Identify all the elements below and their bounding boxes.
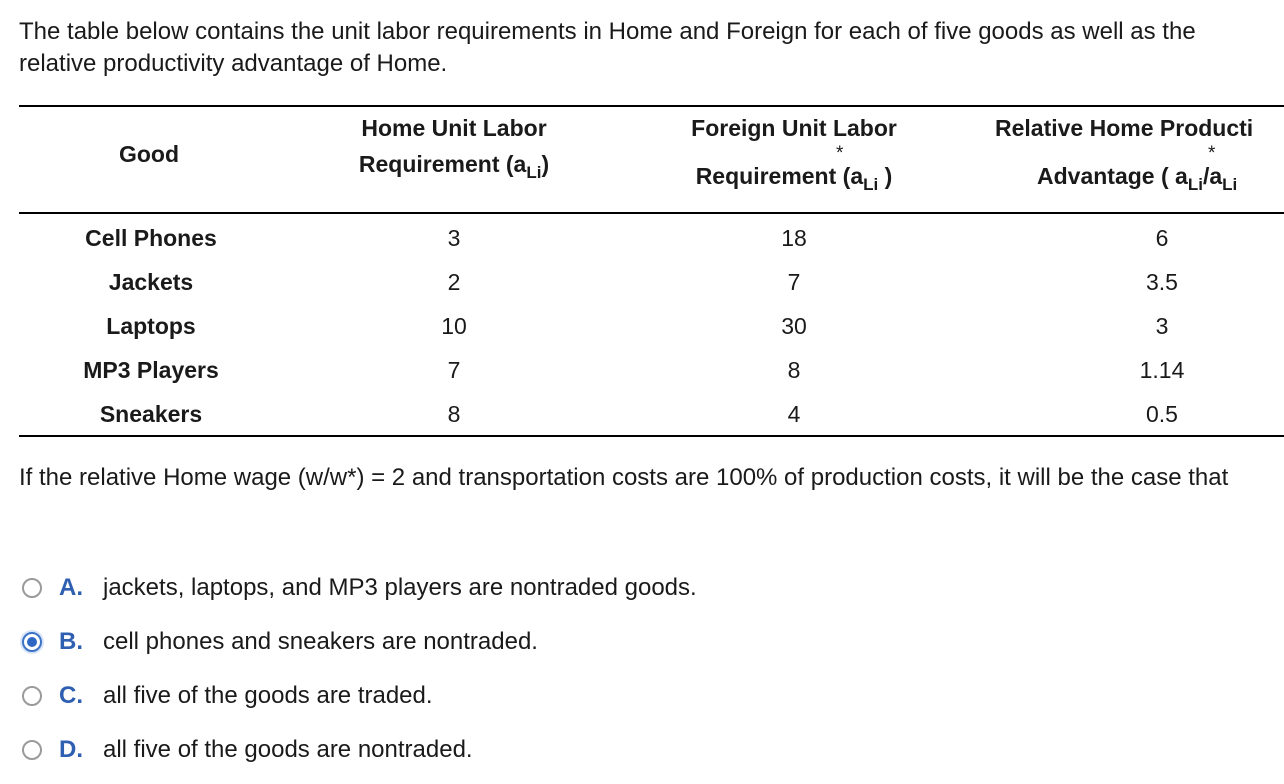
option-d[interactable] xyxy=(22,733,473,767)
header-home-line2: Requirement $(a_{Li})$ xyxy=(358,151,550,182)
header-relative-line2: Advantage ( $a_{Li}/a_{Li}$ xyxy=(1037,163,1238,194)
radio-b-selected[interactable] xyxy=(22,632,42,652)
radio-c[interactable] xyxy=(22,686,42,706)
row-home: 10 xyxy=(441,313,467,339)
row-home: 3 xyxy=(447,225,461,251)
labor-requirements-table xyxy=(19,105,1284,439)
row-foreign: 8 xyxy=(787,357,801,383)
option-letter: B. xyxy=(59,628,83,655)
intro-text: The table below contains the unit labor requirements in Home and Foreign for each of five goods as well as the relative productivity advantage of Home. xyxy=(19,18,1196,77)
header-relative-star: * xyxy=(1208,143,1216,164)
option-text: jackets, laptops, and MP3 players are nontraded goods. xyxy=(103,574,697,601)
table-header-rule xyxy=(19,212,1284,214)
row-relative: 1.14 xyxy=(1139,357,1185,383)
option-b[interactable] xyxy=(22,625,538,659)
row-foreign: 30 xyxy=(781,313,807,339)
option-letter: C. xyxy=(59,682,83,709)
option-text: all five of the goods are nontraded. xyxy=(103,736,473,763)
option-letter: D. xyxy=(59,736,83,763)
option-a[interactable] xyxy=(22,571,697,605)
row-foreign: 18 xyxy=(781,225,807,251)
row-foreign: 4 xyxy=(787,401,801,427)
header-good: Good xyxy=(118,141,180,167)
header-home-line1: Home Unit Labor xyxy=(361,115,547,141)
row-relative: 0.5 xyxy=(1146,401,1178,427)
row-good: MP3 Players xyxy=(83,357,219,383)
row-relative: 3 xyxy=(1155,313,1169,339)
option-c[interactable] xyxy=(22,679,433,713)
row-good: Cell Phones xyxy=(85,225,217,251)
question-text: If the relative Home wage (w/w*) = 2 and transportation costs are 100% of production costs, it will be the case that xyxy=(19,464,1229,491)
row-relative: 6 xyxy=(1155,225,1169,251)
radio-a[interactable] xyxy=(22,578,42,598)
row-home: 2 xyxy=(447,269,461,295)
radio-d[interactable] xyxy=(22,740,42,760)
option-text: cell phones and sneakers are nontraded. xyxy=(103,628,538,655)
header-foreign-line2: Requirement ($a_{Li}$ ) xyxy=(695,163,893,194)
header-foreign-star: * xyxy=(836,143,844,164)
option-letter: A. xyxy=(59,574,83,601)
table-bottom-rule xyxy=(19,435,1284,437)
header-foreign-unit-labor xyxy=(659,105,929,210)
option-text: all five of the goods are traded. xyxy=(103,682,433,709)
row-home: 7 xyxy=(447,357,461,383)
header-relative-productivity xyxy=(995,105,1284,210)
header-foreign-line1: Foreign Unit Labor xyxy=(691,115,897,141)
row-home: 8 xyxy=(447,401,461,427)
header-relative-line1: Relative Home Producti xyxy=(995,115,1254,141)
row-good: Sneakers xyxy=(99,401,203,427)
row-good: Jackets xyxy=(108,269,194,295)
row-relative: 3.5 xyxy=(1146,269,1178,295)
row-good: Laptops xyxy=(106,313,196,339)
header-home-unit-labor xyxy=(324,105,584,210)
row-foreign: 7 xyxy=(787,269,801,295)
